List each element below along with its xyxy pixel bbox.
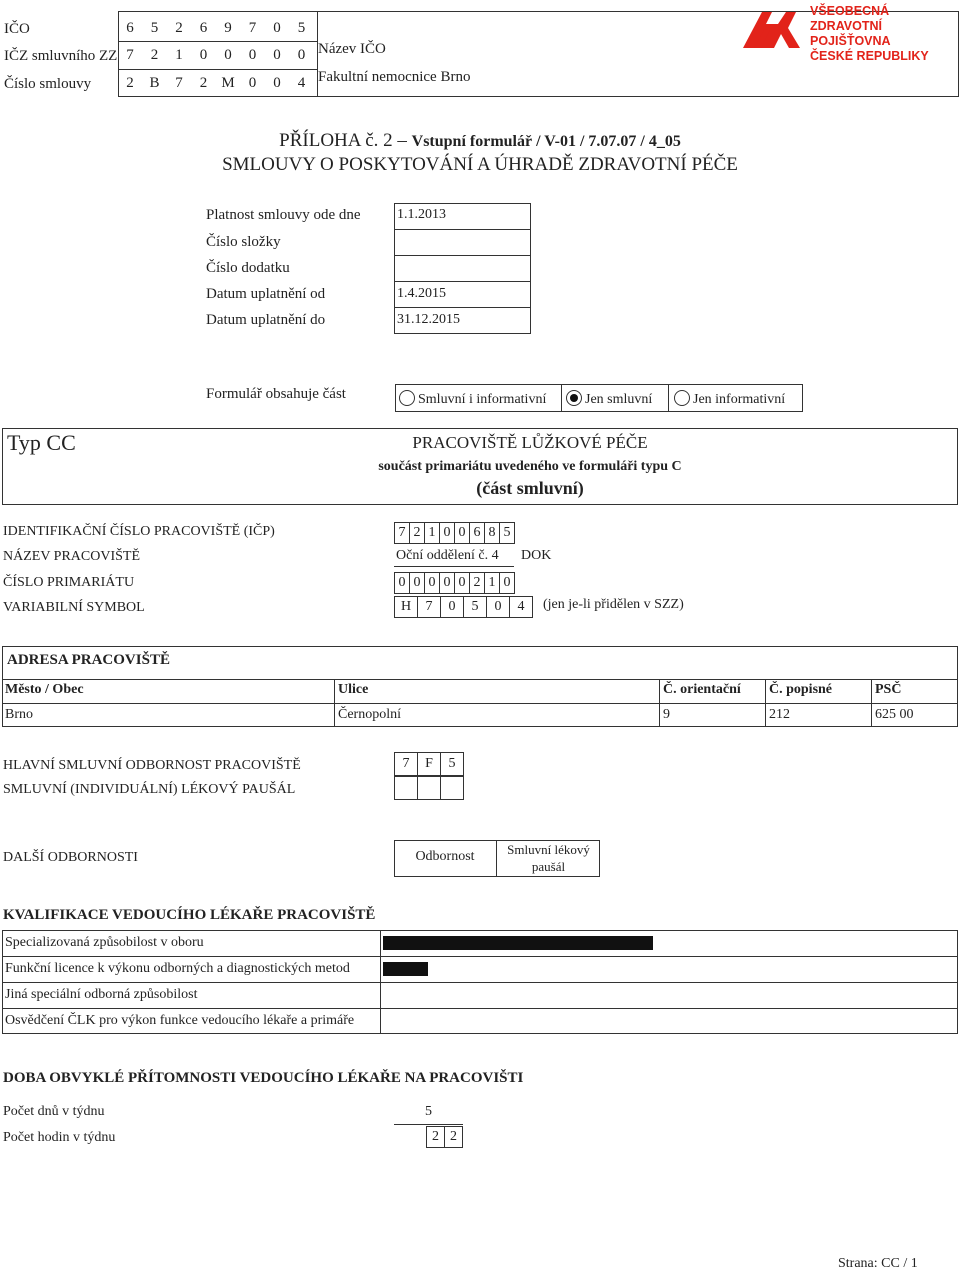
workplace-name-label: NÁZEV PRACOVIŠTĚ xyxy=(3,549,141,564)
digit-cell[interactable] xyxy=(417,776,441,800)
title-line1: PŘÍLOHA č. 2 – Vstupní formulář / V-01 / 7.07.07 / 4_05 xyxy=(279,130,681,151)
digit: 4 xyxy=(297,75,306,91)
folder-label: Číslo složky xyxy=(206,234,281,250)
digit: 2 xyxy=(150,47,159,63)
name-ico-label: Název IČO xyxy=(318,41,386,57)
primariat-label: ČÍSLO PRIMARIÁTU xyxy=(3,575,135,590)
vzp-logo-text: VŠEOBECNÁ ZDRAVOTNÍ POJIŠŤOVNA ČESKÉ REPUBLIKY xyxy=(810,4,929,63)
qual-row-other: Jiná speciální odborná způsobilost xyxy=(5,987,198,1002)
digit: 7 xyxy=(248,20,257,36)
title-line2: SMLOUVY O POSKYTOVÁNÍ A ÚHRADĚ ZDRAVOTNÍ PÉČE xyxy=(222,154,738,175)
digit-cell[interactable]: H xyxy=(394,596,418,618)
digit-cell[interactable]: 7 xyxy=(394,752,418,776)
digit: 7 xyxy=(175,75,183,91)
other-col-lump: Smluvní lékový paušál xyxy=(507,842,590,874)
digit-cell[interactable]: 5 xyxy=(499,522,515,544)
digit: 2 xyxy=(199,75,208,91)
digit-cell[interactable]: 1 xyxy=(484,572,500,594)
workplace-name-suffix: DOK xyxy=(521,548,552,563)
form-part-label: Formulář obsahuje část xyxy=(206,386,346,402)
option-both[interactable]: Smluvní i informativní xyxy=(399,390,546,408)
digit-cell[interactable] xyxy=(394,776,418,800)
digit-cell[interactable]: 0 xyxy=(439,572,455,594)
digit: 2 xyxy=(126,75,134,91)
redacted-block xyxy=(383,936,653,950)
digit-cell[interactable]: 7 xyxy=(417,596,441,618)
type-subheading: součást primariátu uvedeného ve formuláři typu C xyxy=(378,459,682,474)
redacted-block xyxy=(383,962,428,976)
option-contract-only[interactable]: Jen smluvní xyxy=(566,390,652,408)
digit: 0 xyxy=(297,47,306,63)
apply-to-value[interactable]: 31.12.2015 xyxy=(397,312,460,327)
vzp-logo xyxy=(740,4,958,63)
digit-cell[interactable]: 5 xyxy=(440,752,464,776)
amendment-label: Číslo dodatku xyxy=(206,260,290,276)
digit-cell[interactable]: 0 xyxy=(486,596,510,618)
digit-cell[interactable]: 2 xyxy=(409,522,425,544)
address-title: ADRESA PRACOVIŠTĚ xyxy=(7,652,170,668)
digit: 9 xyxy=(224,20,232,36)
digit-cell[interactable]: 8 xyxy=(484,522,500,544)
qual-row-license: Funkční licence k výkonu odborných a diagnostických metod xyxy=(5,961,350,976)
digit: 0 xyxy=(273,20,281,36)
digit: M xyxy=(221,75,235,91)
days-label: Počet dnů v týdnu xyxy=(3,1104,105,1119)
valid-from-label: Platnost smlouvy ode dne xyxy=(206,207,361,223)
main-specialty-label: HLAVNÍ SMLUVNÍ ODBORNOST PRACOVIŠTĚ xyxy=(3,758,301,773)
presence-title: DOBA OBVYKLÉ PŘÍTOMNOSTI VEDOUCÍHO LÉKAŘE NA PRACOVIŠTI xyxy=(3,1070,524,1086)
digit-cell[interactable]: 2 xyxy=(426,1126,445,1148)
address-header-psc: PSČ xyxy=(875,682,902,697)
digit-cell[interactable]: 0 xyxy=(424,572,440,594)
digit-cell[interactable]: 1 xyxy=(424,522,440,544)
page-number: Strana: CC / 1 xyxy=(838,1256,918,1271)
apply-to-label: Datum uplatnění do xyxy=(206,312,326,328)
digit: 6 xyxy=(199,20,208,36)
digit: B xyxy=(149,75,160,91)
digit-cell[interactable]: 0 xyxy=(439,522,455,544)
address-header-orient: Č. orientační xyxy=(663,682,741,697)
address-orient[interactable]: 9 xyxy=(663,707,670,722)
address-header-street: Ulice xyxy=(338,682,369,697)
type-label: Typ CC xyxy=(7,430,76,455)
digit: 0 xyxy=(199,47,208,63)
digit-cell[interactable]: 0 xyxy=(454,522,470,544)
qual-row-specialized: Specializovaná způsobilost v oboru xyxy=(5,935,204,950)
qualification-title: KVALIFIKACE VEDOUCÍHO LÉKAŘE PRACOVIŠTĚ xyxy=(3,907,376,923)
type-part: (část smluvní) xyxy=(476,478,584,498)
digit-cell[interactable]: 0 xyxy=(394,572,410,594)
digit: 5 xyxy=(150,20,159,36)
address-city[interactable]: Brno xyxy=(5,707,33,722)
digit-cell[interactable]: 0 xyxy=(454,572,470,594)
digit-cell[interactable]: 7 xyxy=(394,522,410,544)
digit: 0 xyxy=(224,47,232,63)
address-popisne[interactable]: 212 xyxy=(769,707,790,722)
digit-cell[interactable]: 0 xyxy=(499,572,515,594)
digit-cell[interactable]: 5 xyxy=(463,596,487,618)
apply-from-label: Datum uplatnění od xyxy=(206,286,326,302)
days-value[interactable]: 5 xyxy=(425,1104,432,1119)
vs-label: VARIABILNÍ SYMBOL xyxy=(3,600,145,615)
workplace-name-value[interactable]: Oční oddělení č. 4 xyxy=(396,548,499,563)
other-specialty-label: DALŠÍ ODBORNOSTI xyxy=(3,850,138,865)
address-header-popisne: Č. popisné xyxy=(769,682,833,697)
vs-note: (jen je-li přidělen v SZZ) xyxy=(543,597,684,612)
lump-label: SMLUVNÍ (INDIVIDUÁLNÍ) LÉKOVÝ PAUŠÁL xyxy=(3,782,296,797)
radio-selected-icon xyxy=(566,390,582,406)
option-info-only[interactable]: Jen informativní xyxy=(674,390,785,408)
digit-cell[interactable]: 2 xyxy=(444,1126,463,1148)
hours-label: Počet hodin v týdnu xyxy=(3,1130,116,1145)
other-col-specialty: Odbornost xyxy=(415,849,475,864)
address-street[interactable]: Černopolní xyxy=(338,707,401,722)
valid-from-value[interactable]: 1.1.2013 xyxy=(397,207,446,222)
digit: 0 xyxy=(273,75,281,91)
digit: 5 xyxy=(297,20,306,36)
digit-cell[interactable]: 4 xyxy=(509,596,533,618)
type-heading: PRACOVIŠTĚ LŮŽKOVÉ PÉČE xyxy=(412,433,648,452)
digit: 0 xyxy=(273,47,281,63)
name-ico-value: Fakultní nemocnice Brno xyxy=(318,69,471,85)
iczzz-label: IČZ smluvního ZZ xyxy=(4,48,118,64)
digit: 7 xyxy=(126,47,134,63)
digit-cell[interactable]: 0 xyxy=(440,596,464,618)
qual-row-clk: Osvědčení ČLK pro výkon funkce vedoucího lékaře a primáře xyxy=(5,1013,355,1028)
icp-label: IDENTIFIKAČNÍ ČÍSLO PRACOVIŠTĚ (IČP) xyxy=(3,524,275,539)
digit-cell[interactable]: 2 xyxy=(469,572,485,594)
digit: 0 xyxy=(248,75,257,91)
ico-label: IČO xyxy=(4,21,30,37)
radio-icon xyxy=(399,390,415,406)
radio-icon xyxy=(674,390,690,406)
digit-cell[interactable]: 0 xyxy=(409,572,425,594)
address-header-city: Město / Obec xyxy=(5,682,84,697)
digit-cell[interactable]: F xyxy=(417,752,441,776)
contract-label: Číslo smlouvy xyxy=(4,76,92,92)
address-psc[interactable]: 625 00 xyxy=(875,707,914,722)
digit: 6 xyxy=(126,20,134,36)
digit: 2 xyxy=(175,20,183,36)
digit: 0 xyxy=(248,47,257,63)
digit-cell[interactable] xyxy=(440,776,464,800)
digit-cell[interactable]: 6 xyxy=(469,522,485,544)
digit: 1 xyxy=(175,47,183,63)
apply-from-value[interactable]: 1.4.2015 xyxy=(397,286,446,301)
